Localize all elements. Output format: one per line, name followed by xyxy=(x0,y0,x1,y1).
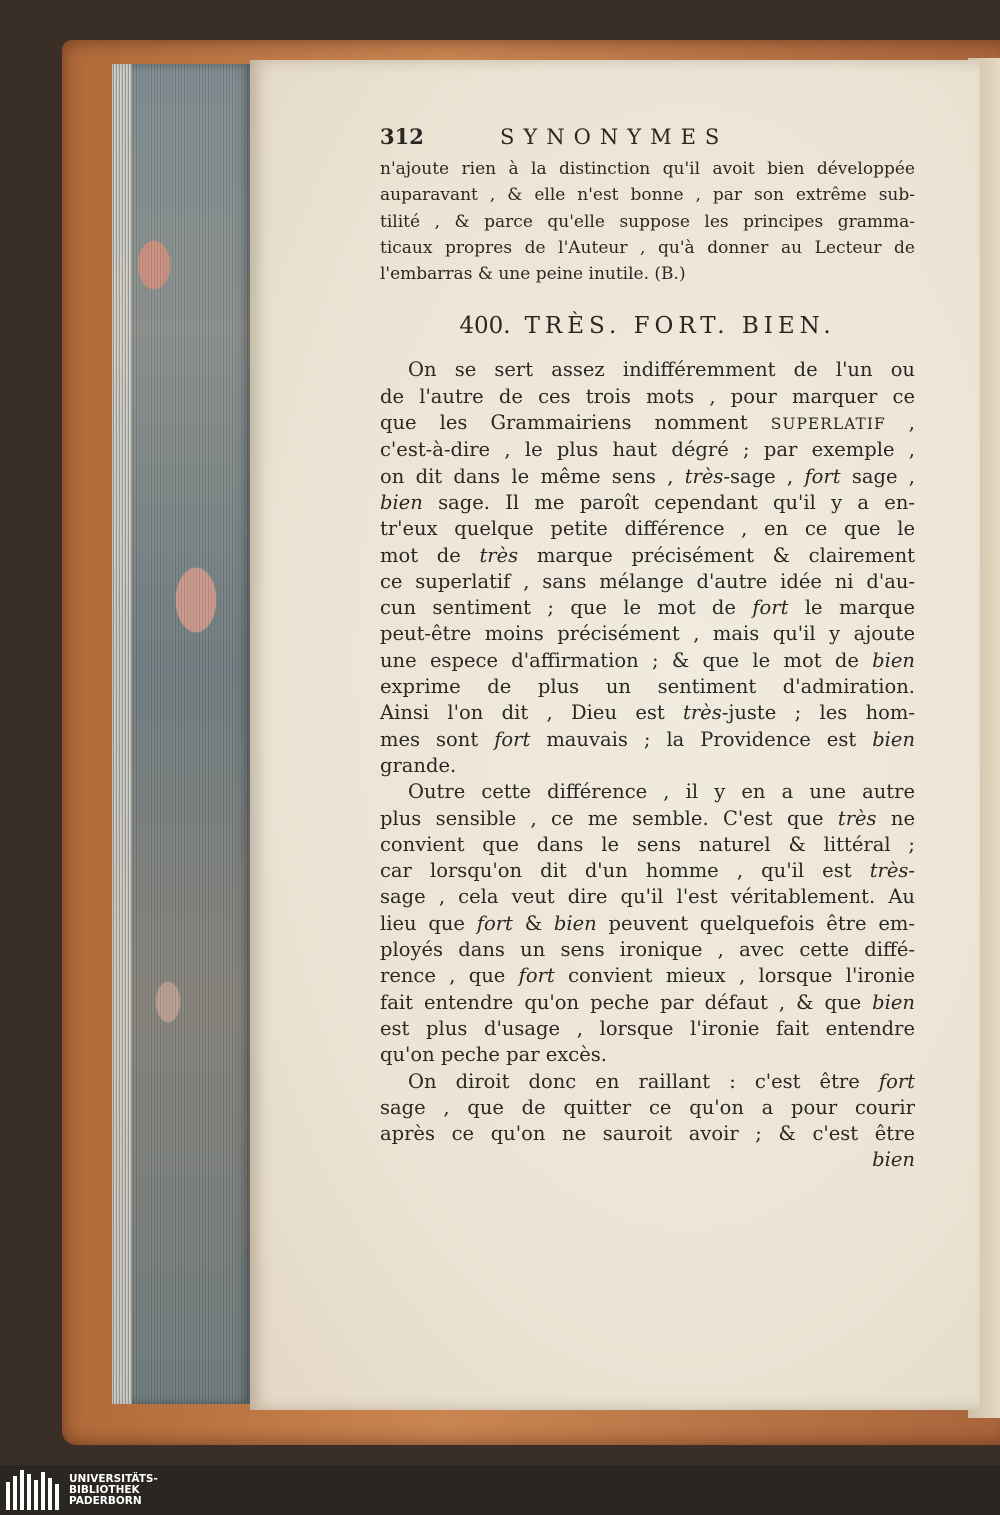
text-line: après ce qu'on ne sauroit avoir ; & c'est être xyxy=(380,1122,915,1146)
text-line: plus sensible , ce me semble. C'est que très ne xyxy=(380,806,915,830)
text-line: on dit dans le même sens , très-sage , fort sage , xyxy=(380,464,915,488)
text-line: bien sage. Il me paroît cependant qu'il y a en- xyxy=(380,490,915,514)
text-line: lieu que fort & bien peuvent quelquefois être em- xyxy=(380,911,915,935)
text-line: n'ajoute rien à la distinction qu'il avoit bien développée xyxy=(380,159,915,179)
text-line: ployés dans un sens ironique , avec cette diffé- xyxy=(380,938,915,962)
text-line: c'est-à-dire , le plus haut dégré ; par exemple , xyxy=(380,438,915,462)
page-number: 312 xyxy=(380,124,424,149)
text-line: car lorsqu'on dit d'un homme , qu'il est très- xyxy=(380,859,915,883)
text-line: mes sont fort mauvais ; la Providence est bien xyxy=(380,727,916,751)
text-line: fait entendre qu'on peche par défaut , & que bien xyxy=(380,990,915,1014)
text-line: mot de très marque précisément & clairement xyxy=(380,543,915,567)
text-line: On se sert assez indifféremment de l'un ou xyxy=(408,358,915,382)
section-heading xyxy=(380,311,915,341)
text-line: convient que dans le sens naturel & littéral ; xyxy=(380,832,915,856)
text-line: une espece d'affirmation ; & que le mot de bien xyxy=(380,648,915,672)
text-line: Outre cette différence , il y en a une autre xyxy=(408,780,915,804)
text-line: est plus d'usage , lorsque l'ironie fait entendre xyxy=(380,1016,915,1040)
text-line: Ainsi l'on dit , Dieu est très-juste ; les hom- xyxy=(380,701,915,725)
text-line: rence , que fort convient mieux , lorsque l'ironie xyxy=(380,964,915,988)
page-block-strip xyxy=(112,64,132,1404)
running-head: SYNONYMES xyxy=(500,125,729,149)
text-line: On diroit donc en raillant : c'est être fort xyxy=(408,1069,915,1093)
text-line: ticaux propres de l'Auteur , qu'à donner au Lecteur de xyxy=(380,237,915,258)
text-line: grande. xyxy=(380,753,457,777)
text-line: tilité , & parce qu'elle suppose les principes gramma- xyxy=(380,211,915,232)
text-line: l'embarras & une peine inutile. (B.) xyxy=(380,264,686,285)
text-line: peut-être moins précisément , mais qu'il y ajoute xyxy=(380,622,915,646)
small-caps-term: SUPERLATIF xyxy=(770,415,886,434)
paragraph-2 xyxy=(380,779,915,1068)
text-line: sage , que de quitter ce qu'on a pour courir xyxy=(380,1095,915,1119)
page-header xyxy=(380,122,915,152)
text-line: de l'autre de ces trois mots , pour marquer ce xyxy=(380,384,915,408)
text-line: exprime de plus un sentiment d'admiration. xyxy=(380,675,915,699)
text-line: cun sentiment ; que le mot de fort le marque xyxy=(380,596,915,620)
library-logo-icon xyxy=(6,1470,59,1510)
text-line: que les Grammairiens nomment SUPERLATIF , xyxy=(380,411,915,435)
library-name: UNIVERSITÄTS- BIBLIOTHEK PADERBORN xyxy=(69,1472,158,1507)
paragraph-1 xyxy=(380,357,915,779)
section-number: 400. xyxy=(459,313,511,340)
text-line: sage , cela veut dire qu'il l'est véritablement. Au xyxy=(380,885,915,909)
text-line: ce superlatif , sans mélange d'autre idée ni d'au- xyxy=(380,569,915,593)
library-footer xyxy=(0,1465,1000,1515)
text-line: tr'eux quelque petite différence , en ce que le xyxy=(380,517,915,541)
section-title: TRÈS. FORT. BIEN. xyxy=(524,313,836,340)
paragraph-3 xyxy=(380,1069,915,1148)
text-line: qu'on peche par excès. xyxy=(380,1043,607,1067)
text-line: auparavant , & elle n'est bonne , par son extrême sub- xyxy=(380,185,915,206)
marbled-page-edges xyxy=(112,64,252,1404)
page-text xyxy=(380,122,915,1174)
catchword: bien xyxy=(872,1148,915,1172)
continued-text xyxy=(380,156,915,287)
